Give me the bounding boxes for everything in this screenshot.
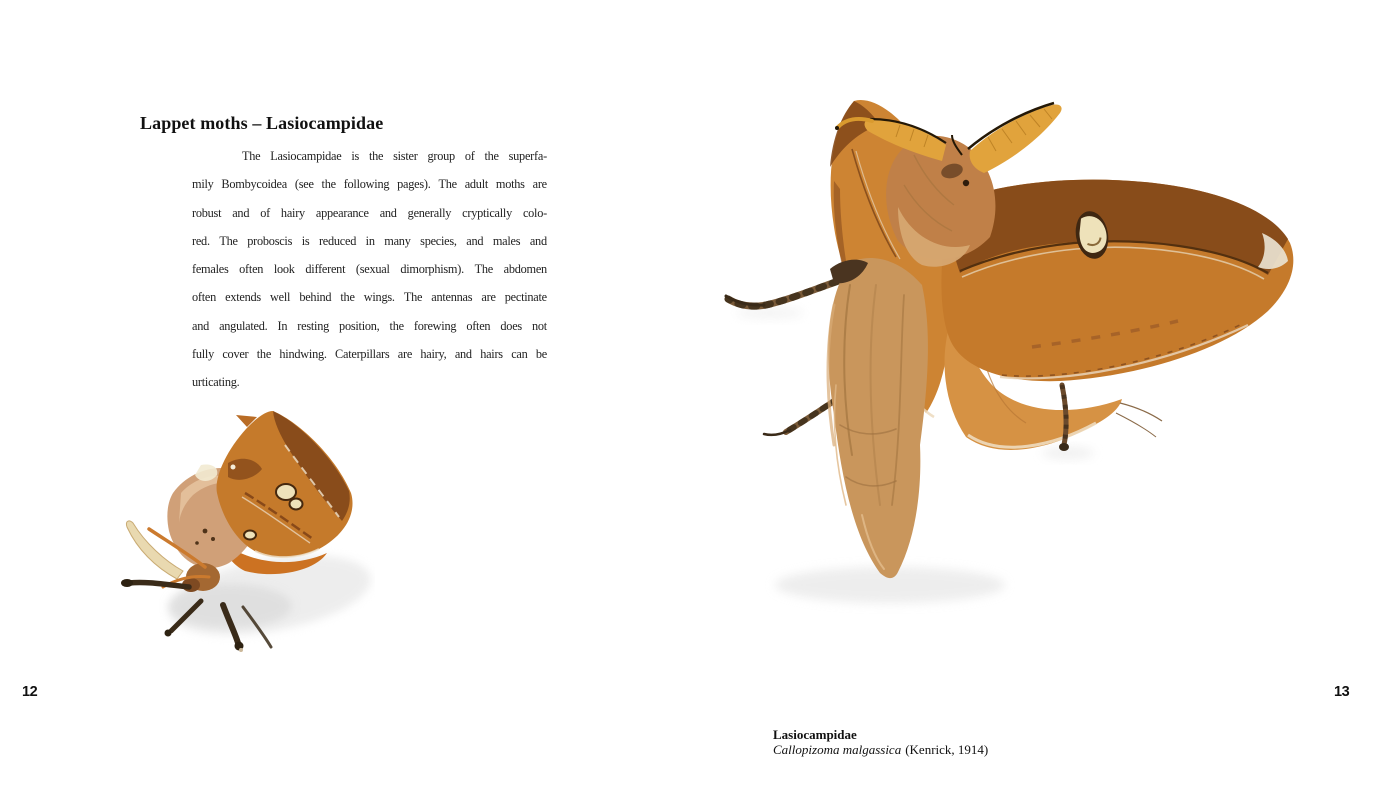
paragraph-line: fully cover the hindwing. Caterpillars are hairy, and hairs can be	[192, 347, 547, 362]
body-paragraph	[192, 149, 547, 404]
lappet-moth-spread-illustration	[700, 85, 1340, 635]
page-number-right: 13	[1334, 684, 1350, 700]
photo-caption	[773, 727, 988, 757]
lappet-moth-resting-illustration	[105, 393, 375, 663]
section-heading: Lappet moths – Lasiocampidae	[140, 113, 384, 133]
lappet-moth-resting-photo	[105, 393, 375, 663]
paragraph-line: red. The proboscis is reduced in many species, and males and	[192, 233, 547, 248]
paragraph-line: robust and of hairy appearance and generally cryptically colo-	[192, 205, 547, 220]
caption-family: Lasiocampidae	[773, 727, 857, 742]
lappet-moth-spread-photo	[700, 85, 1340, 635]
caption-species-line	[773, 742, 988, 757]
caption-author: (Kenrick, 1914)	[905, 742, 989, 757]
paragraph-line: mily Bombycoidea (see the following pages). The adult moths are	[192, 177, 547, 192]
caption-species-name: Callopizoma malgassica	[773, 742, 902, 757]
paragraph-line: The Lasiocampidae is the sister group of the superfa-	[242, 149, 547, 163]
paragraph-line: and angulated. In resting position, the forewing often does not	[192, 318, 547, 333]
page-number-left: 12	[22, 684, 38, 700]
paragraph-line: often extends well behind the wings. The antennas are pectinate	[192, 290, 547, 305]
paragraph-line: urticating.	[192, 375, 240, 390]
paragraph-line: females often look different (sexual dimorphism). The abdomen	[192, 262, 547, 277]
